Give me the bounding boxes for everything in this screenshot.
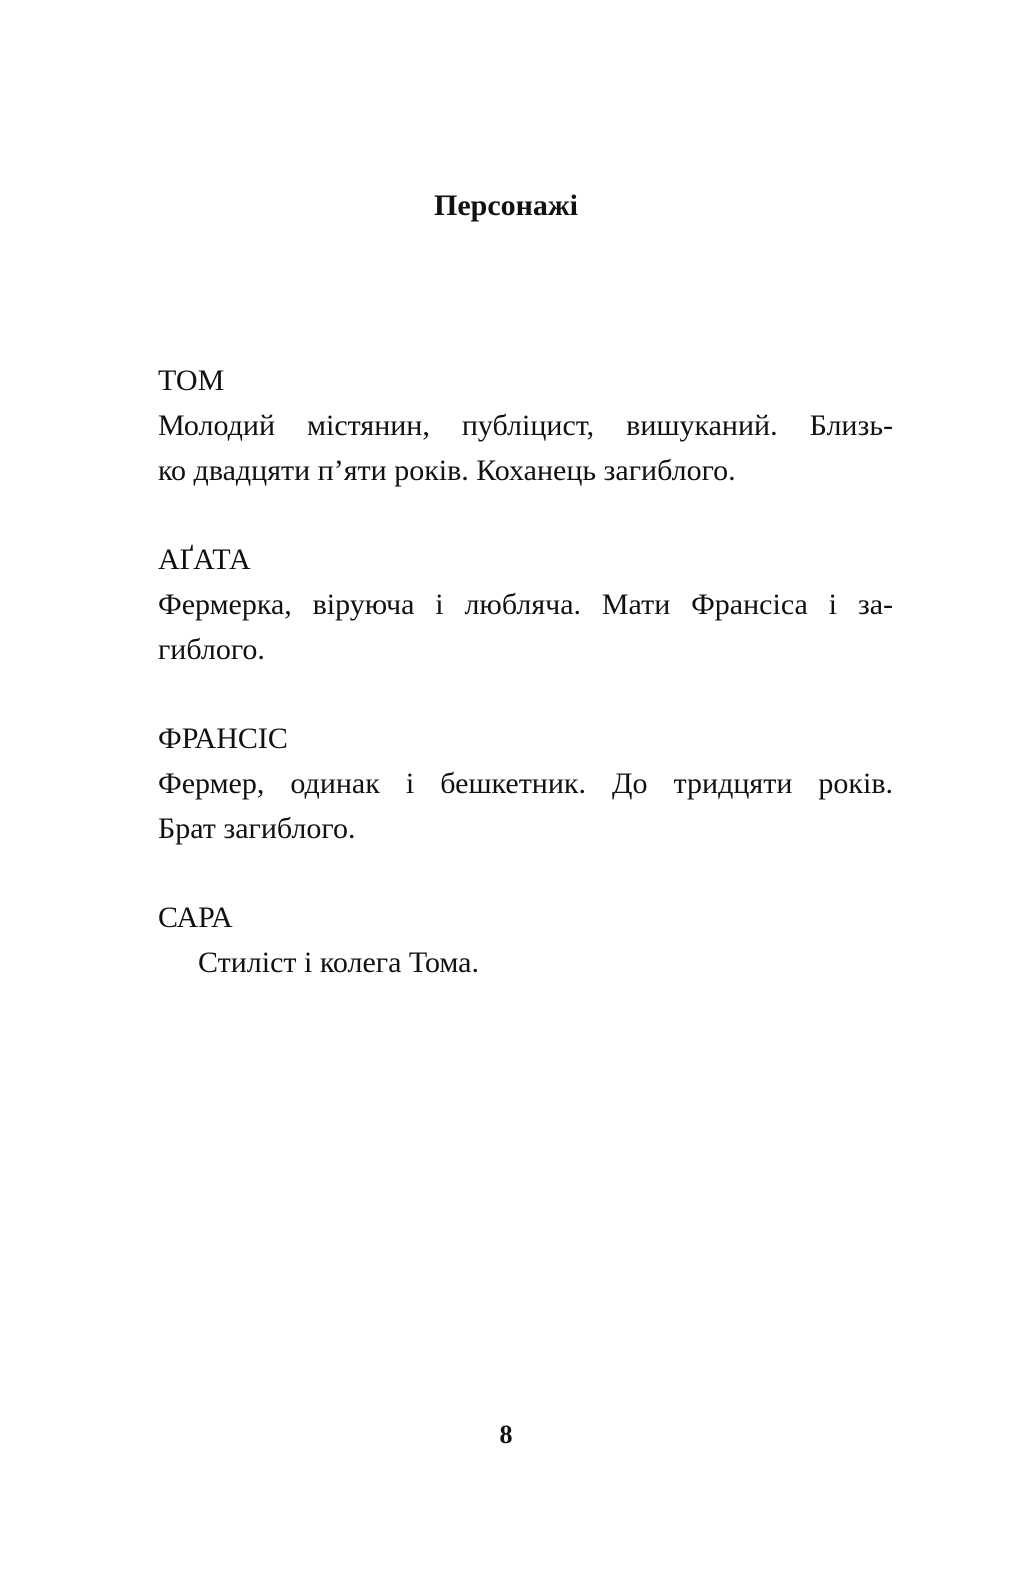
description-line: Брат загиблого. <box>158 812 356 845</box>
description-line: Фермерка, віруюча і люблячa. Мати Франсіса і за- <box>158 588 893 621</box>
description-line: Стиліст і колега Тома. <box>198 946 480 979</box>
character-description <box>118 940 893 985</box>
description-line: Фермер, одинак і бешкетник. До тридцяти років. <box>158 767 893 800</box>
character-entry-sara <box>118 895 893 985</box>
character-name: САРА <box>158 901 233 934</box>
character-entry-tom <box>118 358 893 493</box>
character-entry-agata <box>118 537 893 672</box>
character-description <box>118 403 893 493</box>
description-line: гиблого. <box>158 633 265 666</box>
character-name: ФРАНСІС <box>158 722 288 755</box>
character-description <box>118 582 893 672</box>
description-line: Молодий містянин, публіцист, вишуканий. Близь- <box>158 409 893 442</box>
page-title: Персонажі <box>433 189 579 222</box>
character-name: АҐАТА <box>158 543 251 576</box>
description-line: ко двадцяти п’яти років. Коханець загиблого. <box>158 454 736 487</box>
character-list <box>118 358 893 1029</box>
character-entry-fransis <box>118 716 893 851</box>
character-description <box>118 761 893 851</box>
page-number: 8 <box>499 1420 513 1449</box>
character-name: ТОМ <box>158 364 225 397</box>
